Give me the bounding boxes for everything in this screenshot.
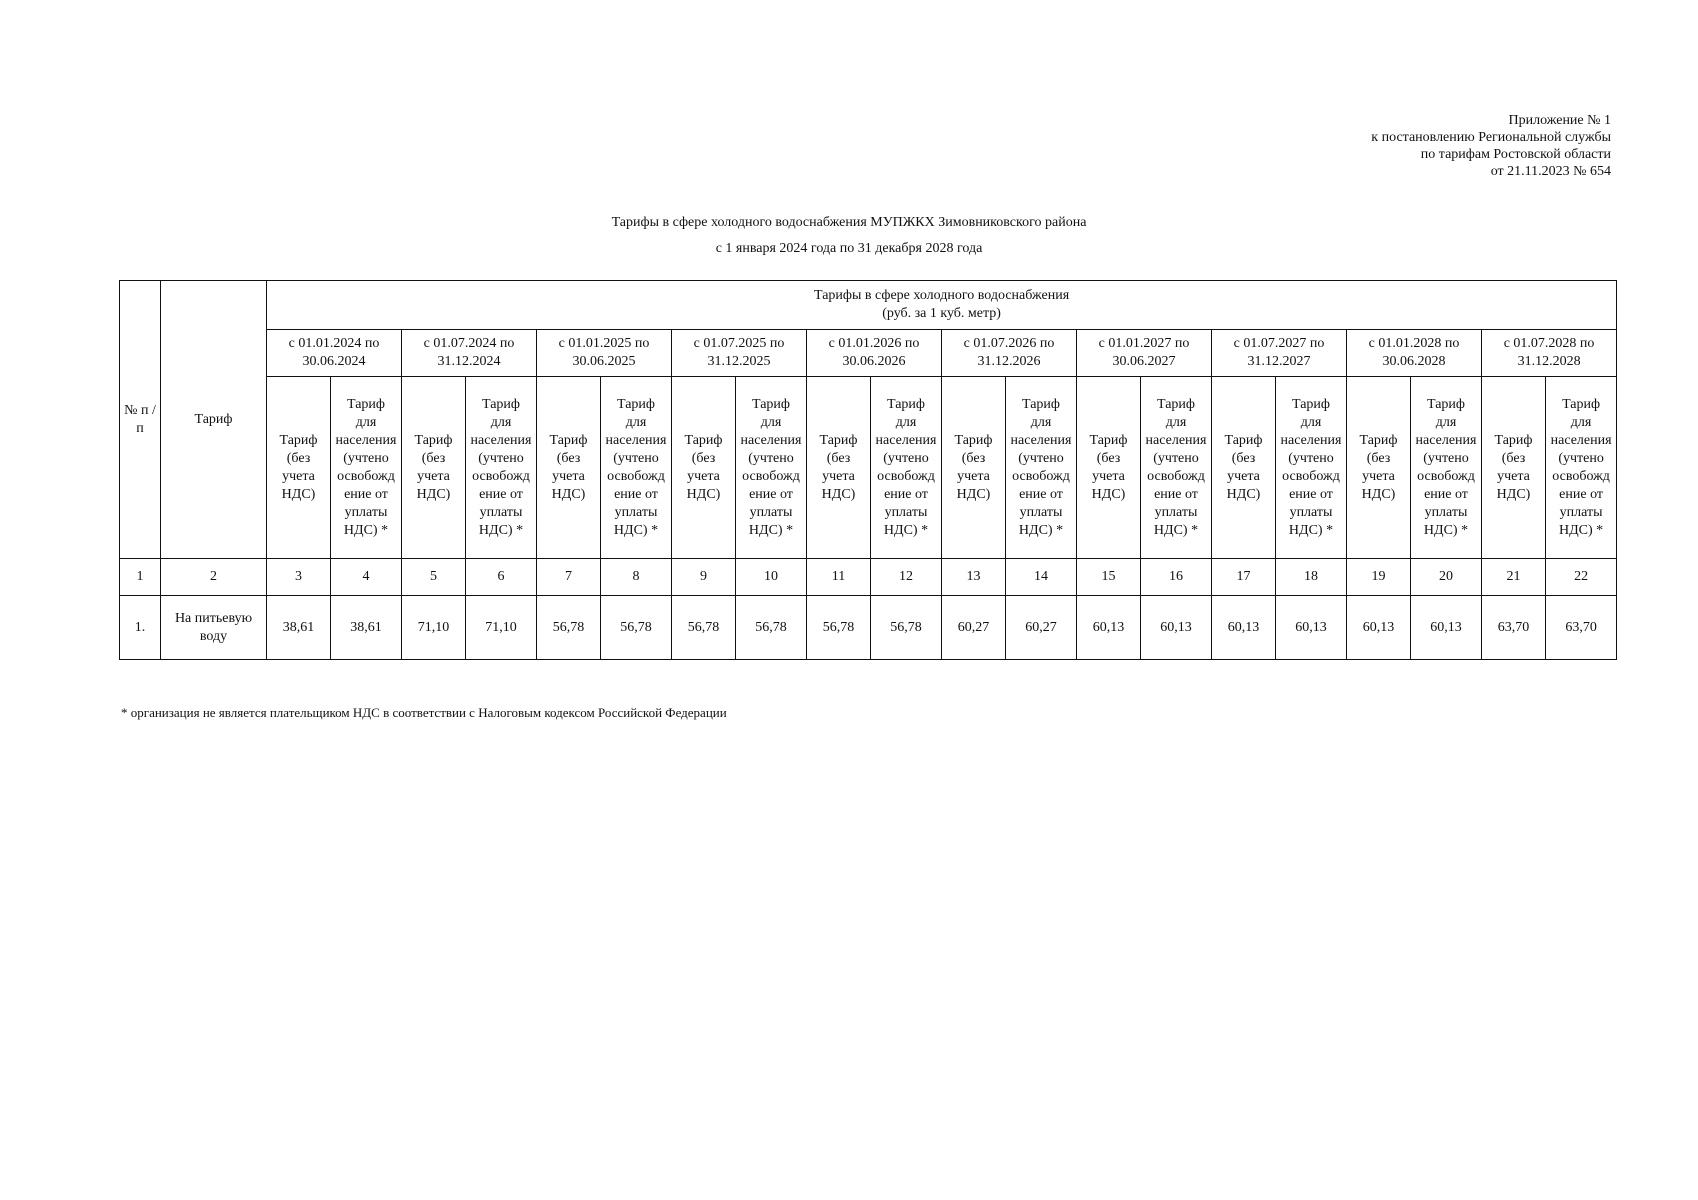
subheader-line: (без: [691, 450, 716, 466]
subheader-line: Тариф: [1292, 396, 1330, 412]
subheader-line: НДС) *: [343, 522, 389, 538]
subheader-line: уплаты: [1289, 504, 1333, 520]
column-number: 17: [1212, 559, 1276, 596]
tariff-value: 38,61: [267, 596, 331, 660]
subheader-line: для: [1165, 414, 1187, 430]
subheader-line: (учтено: [1423, 450, 1469, 466]
subheader-line: (учтено: [343, 450, 389, 466]
tariff-value: 60,27: [1006, 596, 1077, 660]
subheader-line: (учтено: [1018, 450, 1064, 466]
column-number: 11: [807, 559, 871, 596]
row-tariff-name: На питьевую воду: [161, 596, 267, 660]
subheader-line: (без: [421, 450, 446, 466]
column-number: 13: [942, 559, 1006, 596]
period-line-1: с 01.07.2028 по: [1503, 336, 1595, 351]
subheader-line: населения: [335, 432, 397, 448]
subheader-line: НДС) *: [1559, 522, 1604, 538]
period-line-2: 31.12.2026: [977, 354, 1041, 369]
appendix-line-2: к постановлению Региональной службы: [1371, 130, 1611, 145]
tariff-value: 56,78: [601, 596, 672, 660]
subheader-line: НДС) *: [1423, 522, 1469, 538]
column-number: 20: [1411, 559, 1482, 596]
subheader-line: уплаты: [344, 504, 388, 520]
period-line-1: с 01.01.2028 по: [1368, 336, 1460, 351]
subheader-line: Тариф: [1089, 432, 1128, 448]
column-number: 18: [1276, 559, 1347, 596]
subheader-line: (без: [556, 450, 581, 466]
col-header-tariff: Тариф: [161, 281, 267, 559]
subheader-line: НДС) *: [478, 522, 524, 538]
tariff-value: 60,13: [1141, 596, 1212, 660]
subheader-line: (учтено: [1153, 450, 1199, 466]
subheader-line: (без: [961, 450, 986, 466]
subheader-line: для: [760, 414, 782, 430]
tariff-value: 56,78: [537, 596, 601, 660]
subheader-line: НДС) *: [1288, 522, 1334, 538]
period-line-1: с 01.07.2027 по: [1233, 336, 1325, 351]
subheader-line: Тариф: [279, 432, 318, 448]
subheader-line: НДС): [1226, 486, 1261, 502]
subheader-tariff-no-vat: [1212, 377, 1276, 559]
subheader-line: ение от: [614, 486, 658, 502]
subheader-line: освобожд: [742, 468, 800, 484]
appendix-line-1: Приложение № 1: [1508, 113, 1611, 128]
subheader-line: для: [1435, 414, 1457, 430]
subheader-line: учета: [687, 468, 720, 484]
appendix-header: [1371, 112, 1611, 180]
tariff-value: 60,13: [1411, 596, 1482, 660]
subheader-line: Тариф: [819, 432, 858, 448]
column-number: 19: [1347, 559, 1411, 596]
column-number: 8: [601, 559, 672, 596]
document-subtitle: с 1 января 2024 года по 31 декабря 2028 года: [715, 241, 983, 256]
appendix-line-3: по тарифам Ростовской области: [1420, 147, 1611, 162]
subheader-line: (учтено: [1288, 450, 1334, 466]
subheader-line: населения: [1145, 432, 1207, 448]
tariff-value: 63,70: [1482, 596, 1546, 660]
tariff-value: 71,10: [402, 596, 466, 660]
column-number: 22: [1546, 559, 1617, 596]
subheader-line: ение от: [479, 486, 523, 502]
period-line-2: 31.12.2025: [707, 354, 771, 369]
subheader-line: (без: [286, 450, 311, 466]
period-header: [1347, 330, 1482, 377]
subheader-tariff-population: [871, 377, 942, 559]
period-header: [402, 330, 537, 377]
subheader-line: НДС): [821, 486, 856, 502]
period-line-2: 30.06.2027: [1112, 354, 1176, 369]
subheader-tariff-no-vat: [1482, 377, 1546, 559]
subheader-line: освобожд: [1552, 468, 1610, 484]
subheader-line: освобожд: [607, 468, 665, 484]
subheader-line: освобожд: [1417, 468, 1475, 484]
period-line-1: с 01.07.2025 по: [693, 336, 785, 351]
column-number: 10: [736, 559, 807, 596]
period-header: [942, 330, 1077, 377]
subheader-tariff-no-vat: [1077, 377, 1141, 559]
tariff-value: 38,61: [331, 596, 402, 660]
subheader-line: уплаты: [1019, 504, 1063, 520]
subheader-line: освобожд: [1147, 468, 1205, 484]
subheader-line: (учтено: [883, 450, 929, 466]
subheader-tariff-population: [1546, 377, 1617, 559]
subheader-tariff-population: [601, 377, 672, 559]
tariff-value: 60,13: [1276, 596, 1347, 660]
subheader-line: Тариф: [482, 396, 520, 412]
subheader-line: для: [355, 414, 377, 430]
column-number: 16: [1141, 559, 1212, 596]
subheader-line: освобожд: [337, 468, 395, 484]
tariff-value: 60,13: [1212, 596, 1276, 660]
subheader-line: населения: [875, 432, 937, 448]
subheader-line: для: [490, 414, 512, 430]
subheader-line: Тариф: [1157, 396, 1195, 412]
column-number: 1: [120, 559, 161, 596]
subheader-line: НДС): [1361, 486, 1396, 502]
subheader-line: населения: [1550, 432, 1612, 448]
subheader-tariff-no-vat: [537, 377, 601, 559]
column-number: 5: [402, 559, 466, 596]
subheader-line: (учтено: [613, 450, 659, 466]
group-header: [267, 281, 1617, 330]
column-number: 21: [1482, 559, 1546, 596]
subheader-tariff-no-vat: [267, 377, 331, 559]
subheader-line: для: [1570, 414, 1592, 430]
col-header-number: [120, 281, 161, 559]
subheader-line: Тариф: [954, 432, 993, 448]
subheader-line: учета: [1497, 468, 1530, 484]
subheader-line: (учтено: [478, 450, 524, 466]
subheader-line: НДС): [1091, 486, 1126, 502]
group-header-line-2: (руб. за 1 куб. метр): [882, 306, 1001, 321]
subheader-line: ение от: [1019, 486, 1063, 502]
appendix-line-4: от 21.11.2023 № 654: [1490, 164, 1611, 179]
subheader-line: (без: [826, 450, 851, 466]
tariff-table: [119, 280, 1617, 660]
period-line-2: 30.06.2024: [302, 354, 366, 369]
document-title: Тарифы в сфере холодного водоснабжения МУПЖКХ Зимовниковского района: [611, 215, 1087, 230]
subheader-line: (без: [1231, 450, 1256, 466]
period-line-1: с 01.01.2024 по: [288, 336, 380, 351]
period-header: [1077, 330, 1212, 377]
subheader-line: учета: [822, 468, 855, 484]
period-line-2: 30.06.2026: [842, 354, 906, 369]
subheader-line: Тариф: [617, 396, 655, 412]
subheader-line: Тариф: [1359, 432, 1398, 448]
subheader-line: уплаты: [1154, 504, 1198, 520]
tariff-value: 56,78: [807, 596, 871, 660]
subheader-line: (учтено: [1558, 450, 1604, 466]
tariff-value: 60,27: [942, 596, 1006, 660]
subheader-line: НДС): [416, 486, 451, 502]
subheader-line: ение от: [1154, 486, 1198, 502]
subheader-tariff-population: [1411, 377, 1482, 559]
subheader-line: ение от: [1559, 486, 1604, 502]
subheader-line: учета: [1362, 468, 1395, 484]
subheader-line: ение от: [749, 486, 793, 502]
subheader-line: Тариф: [347, 396, 385, 412]
footnote: * организация не является плательщиком НДС в соответствии с Налоговым кодексом Российской Федерации: [121, 705, 727, 720]
col-header-number-label: № п /п: [124, 402, 156, 436]
period-line-1: с 01.07.2026 по: [963, 336, 1055, 351]
row-number: 1.: [120, 596, 161, 660]
subheader-line: НДС): [686, 486, 721, 502]
tariff-value: 71,10: [466, 596, 537, 660]
subheader-line: освобожд: [877, 468, 935, 484]
subheader-tariff-population: [466, 377, 537, 559]
subheader-line: НДС) *: [1018, 522, 1064, 538]
subheader-line: НДС) *: [613, 522, 659, 538]
period-header: [537, 330, 672, 377]
subheader-line: населения: [740, 432, 802, 448]
subheader-line: ение от: [884, 486, 928, 502]
subheader-line: ение от: [1424, 486, 1468, 502]
tariff-value: 60,13: [1347, 596, 1411, 660]
column-number: 7: [537, 559, 601, 596]
column-number: 9: [672, 559, 736, 596]
table-row: [120, 596, 1617, 660]
period-line-1: с 01.01.2026 по: [828, 336, 920, 351]
subheader-line: Тариф: [1562, 396, 1601, 412]
subheader-tariff-population: [331, 377, 402, 559]
subheader-line: Тариф: [549, 432, 588, 448]
subheader-line: Тариф: [1022, 396, 1060, 412]
subheader-tariff-population: [1141, 377, 1212, 559]
subheader-line: Тариф: [414, 432, 453, 448]
subheader-line: Тариф: [752, 396, 790, 412]
subheader-line: НДС): [1496, 486, 1531, 502]
subheader-line: Тариф: [684, 432, 723, 448]
subheader-tariff-population: [1276, 377, 1347, 559]
subheader-line: учета: [1227, 468, 1260, 484]
subheader-line: Тариф: [1224, 432, 1263, 448]
column-number: 12: [871, 559, 942, 596]
group-header-line-1: Тарифы в сфере холодного водоснабжения: [814, 288, 1070, 303]
subheader-line: населения: [470, 432, 532, 448]
subheader-line: Тариф: [1494, 432, 1533, 448]
column-number: 15: [1077, 559, 1141, 596]
subheader-line: (без: [1096, 450, 1121, 466]
subheader-line: для: [1300, 414, 1322, 430]
subheader-tariff-population: [1006, 377, 1077, 559]
subheader-line: уплаты: [1559, 504, 1603, 520]
subheader-line: уплаты: [614, 504, 658, 520]
subheader-line: (учтено: [748, 450, 794, 466]
subheader-line: (без: [1366, 450, 1391, 466]
period-line-1: с 01.07.2024 по: [423, 336, 515, 351]
subheader-line: НДС): [956, 486, 991, 502]
subheader-line: НДС) *: [748, 522, 794, 538]
subheader-tariff-no-vat: [402, 377, 466, 559]
tariff-value: 56,78: [871, 596, 942, 660]
tariff-value: 63,70: [1546, 596, 1617, 660]
period-line-2: 31.12.2028: [1517, 354, 1581, 369]
subheader-line: уплаты: [1424, 504, 1468, 520]
period-line-2: 30.06.2025: [572, 354, 636, 369]
subheader-tariff-no-vat: [672, 377, 736, 559]
period-header: [807, 330, 942, 377]
period-header: [1212, 330, 1347, 377]
subheader-line: для: [625, 414, 647, 430]
column-number: 4: [331, 559, 402, 596]
period-line-2: 31.12.2027: [1247, 354, 1311, 369]
subheader-line: (без: [1501, 450, 1526, 466]
column-number: 2: [161, 559, 267, 596]
subheader-line: НДС): [281, 486, 316, 502]
period-header: [1482, 330, 1617, 377]
subheader-line: учета: [417, 468, 450, 484]
subheader-line: учета: [1092, 468, 1125, 484]
subheader-line: освобожд: [1282, 468, 1340, 484]
period-header: [672, 330, 807, 377]
subheader-line: ение от: [1289, 486, 1333, 502]
subheader-tariff-no-vat: [942, 377, 1006, 559]
subheader-line: для: [1030, 414, 1052, 430]
subheader-line: освобожд: [472, 468, 530, 484]
tariff-value: 60,13: [1077, 596, 1141, 660]
tariff-value: 56,78: [736, 596, 807, 660]
subheader-line: учета: [552, 468, 585, 484]
period-line-2: 31.12.2024: [437, 354, 501, 369]
subheader-line: учета: [282, 468, 315, 484]
subheader-line: для: [895, 414, 917, 430]
column-number: 6: [466, 559, 537, 596]
subheader-line: Тариф: [1427, 396, 1465, 412]
subheader-tariff-no-vat: [1347, 377, 1411, 559]
period-header: [267, 330, 402, 377]
period-line-1: с 01.01.2027 по: [1098, 336, 1190, 351]
column-number: 3: [267, 559, 331, 596]
subheader-line: уплаты: [479, 504, 523, 520]
subheader-tariff-population: [736, 377, 807, 559]
subheader-line: населения: [1415, 432, 1477, 448]
subheader-line: населения: [1010, 432, 1072, 448]
column-number: 14: [1006, 559, 1077, 596]
subheader-line: НДС): [551, 486, 586, 502]
subheader-line: населения: [605, 432, 667, 448]
period-line-2: 30.06.2028: [1382, 354, 1446, 369]
subheader-line: уплаты: [884, 504, 928, 520]
subheader-line: освобожд: [1012, 468, 1070, 484]
tariff-value: 56,78: [672, 596, 736, 660]
subheader-line: уплаты: [749, 504, 793, 520]
period-line-1: с 01.01.2025 по: [558, 336, 650, 351]
subheader-line: Тариф: [887, 396, 925, 412]
subheader-line: ение от: [344, 486, 388, 502]
subheader-line: населения: [1280, 432, 1342, 448]
subheader-line: НДС) *: [883, 522, 929, 538]
subheader-tariff-no-vat: [807, 377, 871, 559]
subheader-line: НДС) *: [1153, 522, 1199, 538]
subheader-line: учета: [957, 468, 990, 484]
